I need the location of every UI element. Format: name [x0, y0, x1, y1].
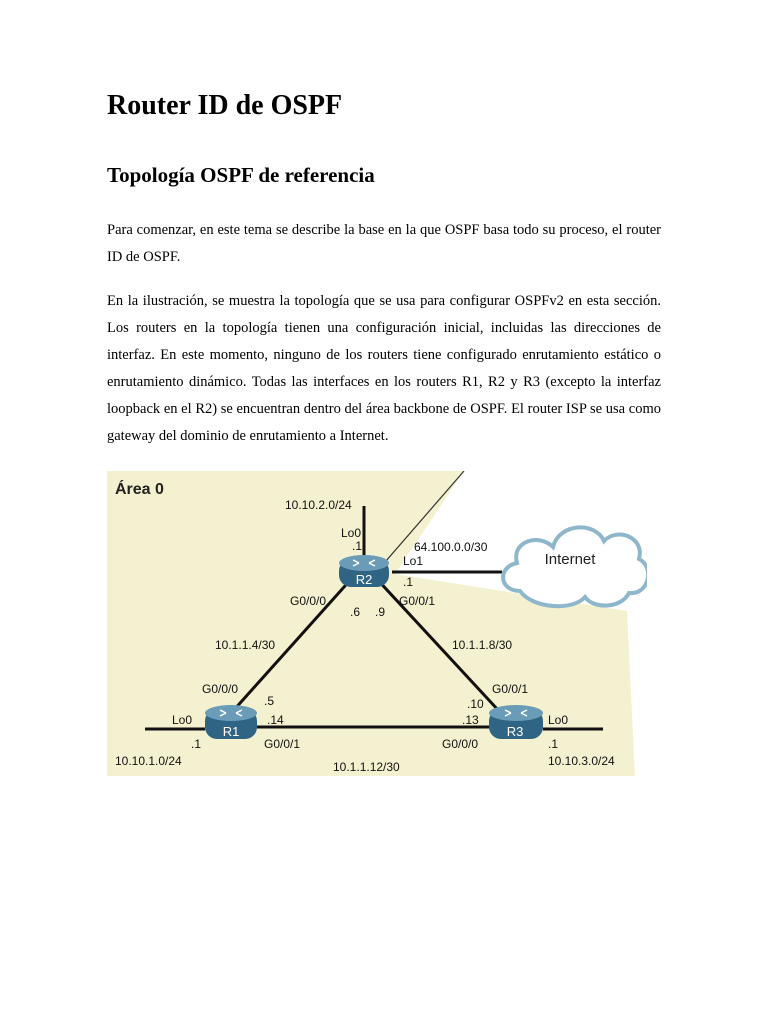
r1-lo0-host: .1: [191, 737, 202, 751]
r3-g000-label: G0/0/0: [442, 737, 479, 751]
link-r1-r3-network: 10.1.1.12/30: [333, 760, 400, 774]
ospf-topology-figure: [107, 471, 647, 776]
topology-diagram: [107, 471, 647, 776]
area-label: Área 0: [115, 481, 164, 498]
router-r1: [205, 705, 257, 739]
r3-g001-host: .10: [467, 697, 484, 711]
r2-lo1-label: Lo1: [403, 554, 424, 568]
page-title: Router ID de OSPF: [107, 90, 343, 121]
section-heading: Topología OSPF de referencia: [107, 163, 375, 187]
router-r2: [339, 555, 389, 587]
r3-g001-label: G0/0/1: [492, 682, 529, 696]
link-r2-r3-network: 10.1.1.8/30: [452, 638, 513, 652]
r3-lo0-label: Lo0: [548, 713, 569, 727]
r1-lo0-label: Lo0: [172, 713, 193, 727]
router-r3: [489, 705, 543, 739]
r2-g000-label: G0/0/0: [290, 594, 327, 608]
r2-lo0-network: 10.10.2.0/24: [285, 498, 352, 512]
r1-lo0-network: 10.10.1.0/24: [115, 754, 182, 768]
r2-lo1-host: .1: [403, 575, 414, 589]
link-r1-r2-network: 10.1.1.4/30: [215, 638, 276, 652]
r2-lo0-label: Lo0: [341, 526, 362, 540]
r1-g000-label: G0/0/0: [202, 682, 239, 696]
router-r3-name: R3: [506, 724, 524, 739]
router-r1-name: R1: [222, 724, 240, 739]
r3-lo0-host: .1: [548, 737, 559, 751]
r1-g001-host: .14: [267, 713, 284, 727]
paragraph-topology-description: En la ilustración, se muestra la topología que se usa para configurar OSPFv2 en esta sección. Los routers en la topología tienen una configuración inicial, incluidas las direcciones de interfaz. En este momento, ninguno de los routers tiene configurado enrutamiento estático o enrutamiento dinámico. Todas las interfaces en los routers R1, R2 y R3 (excepto la interfaz loopback en el R2) se encuentran dentro del área backbone de OSPF. El router ISP se usa como gateway del dominio de enrutamiento a Internet.: [107, 293, 661, 444]
r2-g000-host: .6: [350, 605, 361, 619]
paragraph-intro: Para comenzar, en este tema se describe la base en la que OSPF basa todo su proceso, el router ID de OSPF.: [107, 222, 661, 265]
internet-cloud: [503, 527, 647, 606]
cloud-label: Internet: [544, 551, 596, 568]
r2-lo0-host: .1: [352, 539, 363, 553]
router-r2-name: R2: [355, 572, 373, 587]
r3-lo0-network: 10.10.3.0/24: [548, 754, 615, 768]
r3-g000-host: .13: [462, 713, 479, 727]
r1-g001-label: G0/0/1: [264, 737, 301, 751]
r2-g001-label: G0/0/1: [399, 594, 436, 608]
r2-lo1-network: 64.100.0.0/30: [414, 540, 488, 554]
r2-g001-host: .9: [375, 605, 386, 619]
r1-g000-host: .5: [264, 694, 275, 708]
